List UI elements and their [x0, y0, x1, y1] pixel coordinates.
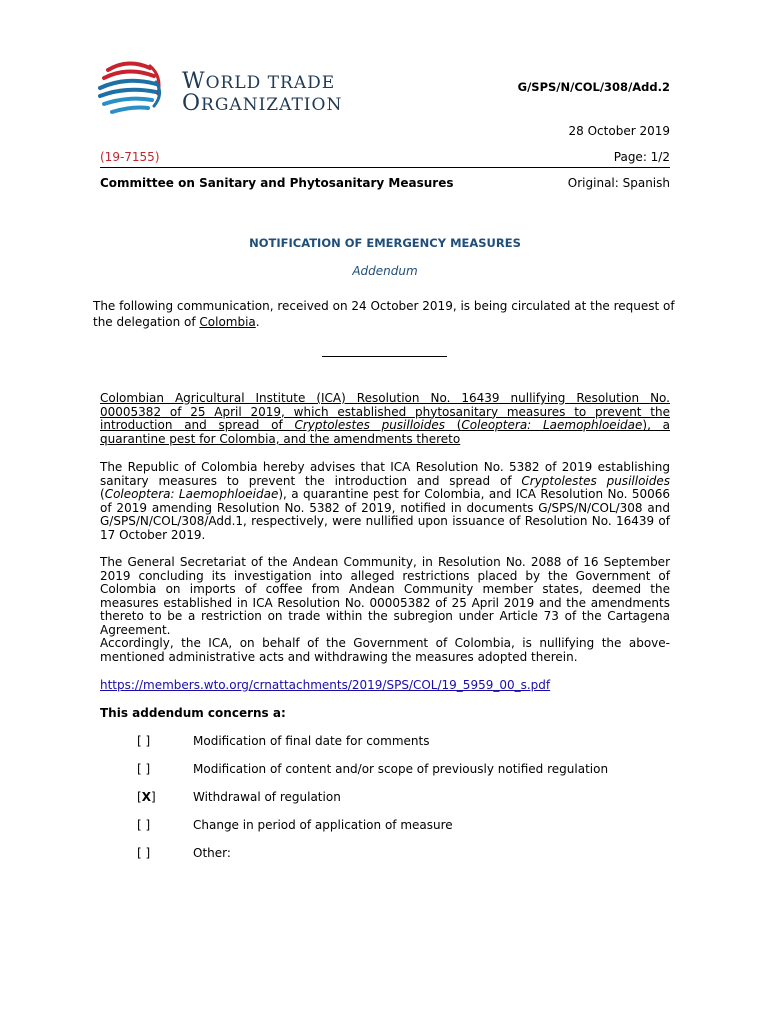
- checkbox-content-scope[interactable]: [ ]: [137, 762, 151, 776]
- committee-name: Committee on Sanitary and Phytosanitary Measures: [100, 176, 454, 190]
- addendum-subheading: Addendum: [352, 264, 418, 278]
- document-date: 28 October 2019: [568, 124, 670, 138]
- checkbox-period-change[interactable]: [ ]: [137, 818, 151, 832]
- intro-paragraph: The following communication, received on 24 October 2019, is being circulated at the request of the delegation of Colombia.: [93, 299, 675, 329]
- body-paragraph-1: The Republic of Colombia hereby advises that ICA Resolution No. 5382 of 2019 establishing sanitary measures to prevent the introduction and spread of Cryptolestes pusilloides (Coleoptera: Laemophloeidae), a quarantine pest for Colombia, and ICA Resolution No. 50066 of 2019 amending Resolution No. 5382 of 2019, notified in documents G/SPS/N/COL/308 and G/SPS/N/COL/308/Add.1, respectively, were nullified upon issuance of Resolution No. 16439 of 17 October 2019.: [100, 460, 670, 542]
- checkbox-other[interactable]: [ ]: [137, 846, 151, 860]
- wto-logo-icon: [92, 56, 174, 120]
- option-label-content-scope: Modification of content and/or scope of previously notified regulation: [193, 762, 609, 776]
- page-number: Page: 1/2: [613, 150, 670, 164]
- header-divider: [100, 167, 670, 168]
- checkbox-final-date[interactable]: [ ]: [137, 734, 151, 748]
- document-symbol: G/SPS/N/COL/308/Add.2: [517, 80, 670, 94]
- option-label-other: Other:: [193, 846, 231, 860]
- section-divider: [322, 356, 447, 357]
- serial-number: (19-7155): [100, 150, 160, 164]
- org-name-line2: ORGANIZATION: [182, 91, 343, 116]
- concerns-heading: This addendum concerns a:: [100, 706, 286, 720]
- checkbox-withdrawal[interactable]: [X]: [137, 790, 156, 804]
- org-name-line1: WORLD TRADE: [182, 69, 336, 94]
- body-paragraph-3: Accordingly, the ICA, on behalf of the Government of Colombia, is nullifying the above-mentioned administrative acts and withdrawing the measures adopted therein.: [100, 636, 670, 664]
- attachment-link[interactable]: https://members.wto.org/crnattachments/2019/SPS/COL/19_5959_00_s.pdf: [100, 678, 551, 692]
- body-paragraph-2: The General Secretariat of the Andean Community, in Resolution No. 2088 of 16 September 2019 concluding its investigation into alleged restrictions placed by the Government of Colombia on imports of coffee from Andean Community member states, deemed the measures established in ICA Resolution No. 00005382 of 25 April 2019 and the amendments thereto to be a restriction on trade within the subregion under Article 73 of the Cartagena Agreement.: [100, 555, 670, 637]
- notification-heading: NOTIFICATION OF EMERGENCY MEASURES: [249, 236, 521, 250]
- country-name: Colombia: [199, 315, 256, 329]
- option-label-period-change: Change in period of application of measure: [193, 818, 453, 832]
- original-language: Original: Spanish: [567, 176, 670, 190]
- option-label-withdrawal: Withdrawal of regulation: [193, 790, 341, 804]
- option-label-final-date: Modification of final date for comments: [193, 734, 430, 748]
- regulation-title: Colombian Agricultural Institute (ICA) Resolution No. 16439 nullifying Resolution No. 00005382 of 25 April 2019, which established phytosanitary measures to prevent the introduction and spread of Cryptolestes pusilloides (Coleoptera: Laemophloeidae), a quarantine pest for Colombia, and the amendments thereto: [100, 391, 670, 446]
